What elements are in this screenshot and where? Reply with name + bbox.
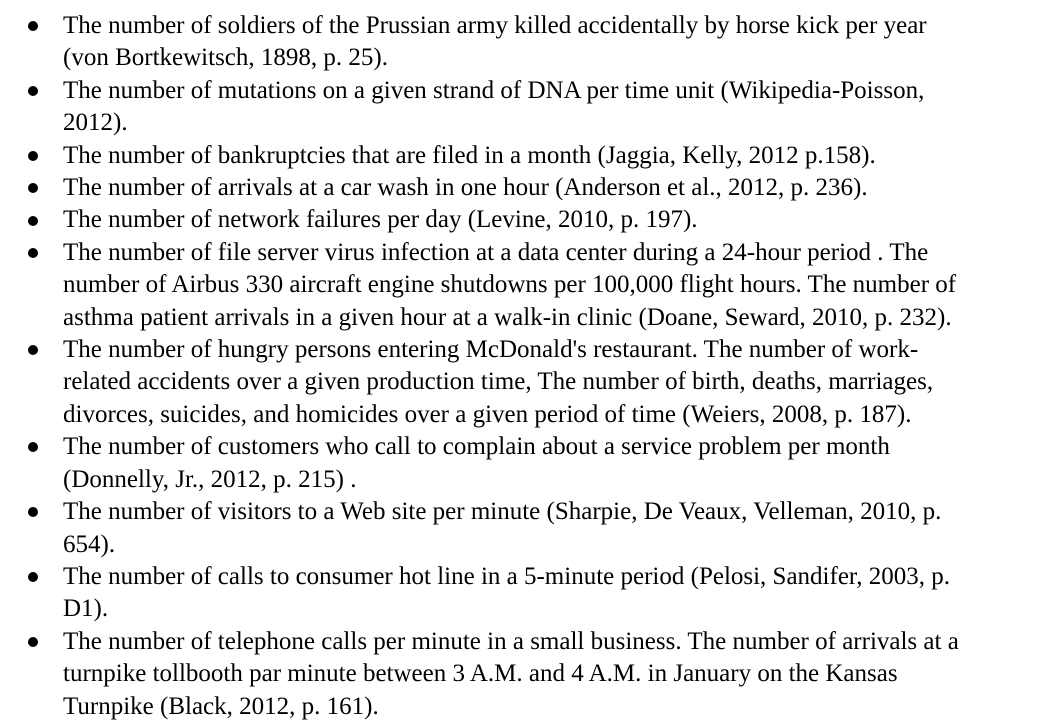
list-item [0,237,1061,334]
list-item-line: The number of network failures per day (Levine, 2010, p. 197). [63,206,698,234]
bullet-icon [28,637,38,647]
list-item [0,10,1061,75]
list-item-line: Turnpike (Black, 2012, p. 161). [63,692,379,720]
poisson-examples-list [0,10,1061,723]
bullet-icon [28,216,38,226]
list-item-line: divorces, suicides, and homicides over a given period of time (Weiers, 2008, p. 187). [63,400,912,428]
list-item-line: asthma patient arrivals in a given hour at a walk-in clinic (Doane, Seward, 2010, p. 232). [63,303,952,331]
list-item [0,431,1061,496]
document-page [0,10,1061,723]
bullet-icon [28,21,38,31]
list-item-line: turnpike tollbooth par minute between 3 A.M. and 4 A.M. in January on the Kansas [63,660,898,688]
bullet-icon [28,248,38,258]
list-item-line: The number of telephone calls per minute in a small business. The number of arrivals at a [63,627,959,655]
list-item-line: (von Bortkewitsch, 1898, p. 25). [63,44,388,72]
list-item-line: The number of soldiers of the Prussian army killed accidentally by horse kick per year [63,12,927,39]
list-item-line: (Donnelly, Jr., 2012, p. 215) . [63,465,357,493]
bullet-icon [28,183,38,193]
list-item-line: 654). [63,530,116,558]
bullet-icon [28,507,38,517]
list-item [0,626,1061,723]
list-item-line: The number of file server virus infection at a data center during a 24-hour period . The [63,238,929,266]
bullet-icon [28,151,38,161]
list-item [0,140,1061,172]
list-item-line: The number of bankruptcies that are filed in a month (Jaggia, Kelly, 2012 p.158). [63,141,876,169]
list-item-line: The number of calls to consumer hot line in a 5-minute period (Pelosi, Sandifer, 2003, p. [63,562,950,590]
bullet-icon [28,442,38,452]
list-item-line: The number of arrivals at a car wash in one hour (Anderson et al., 2012, p. 236). [63,174,868,202]
list-item-line: The number of visitors to a Web site per minute (Sharpie, De Veaux, Velleman, 2010, p. [63,498,942,526]
bullet-icon [28,345,38,355]
list-item-line: The number of hungry persons entering McDonald's restaurant. The number of work- [63,336,919,364]
list-item-line: related accidents over a given production time, The number of birth, deaths, marriages, [63,368,934,396]
list-item-line: The number of customers who call to complain about a service problem per month [63,433,890,461]
list-item [0,75,1061,140]
list-item [0,204,1061,236]
bullet-icon [28,86,38,96]
list-item-line: The number of mutations on a given strand of DNA per time unit (Wikipedia-Poisson, [63,76,925,104]
list-item [0,334,1061,431]
bullet-icon [28,572,38,582]
list-item-line: number of Airbus 330 aircraft engine shutdowns per 100,000 flight hours. The number of [63,271,957,299]
list-item-line: D1). [63,595,109,623]
list-item [0,172,1061,204]
list-item [0,561,1061,626]
list-item-line: 2012). [63,109,128,137]
list-item [0,496,1061,561]
